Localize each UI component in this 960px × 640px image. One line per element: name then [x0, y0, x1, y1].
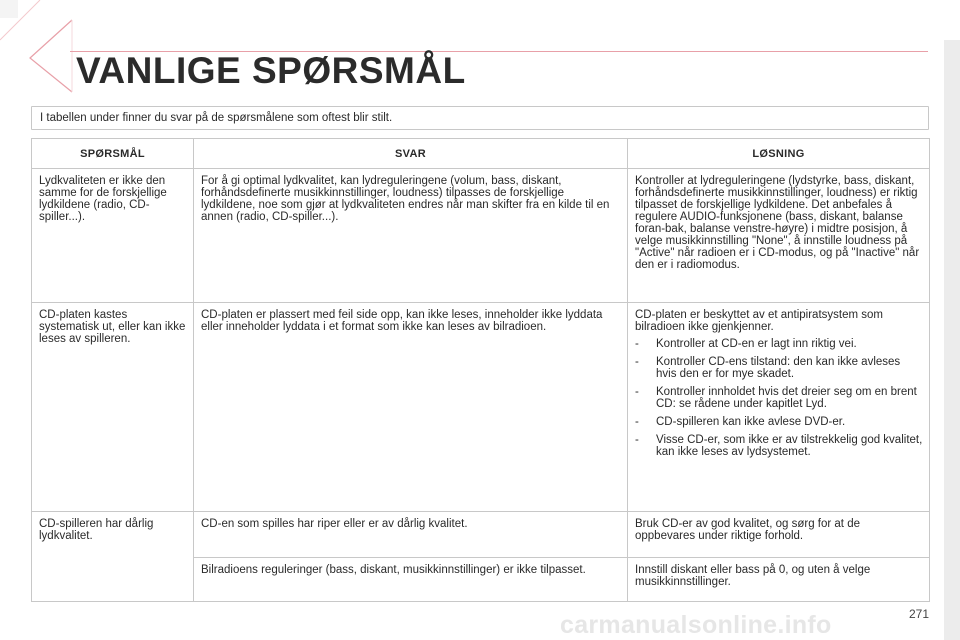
list-item [635, 338, 923, 350]
answer-cell: Bilradioens reguleringer (bass, diskant, musikkinnstillinger) er ikke tilpasset. [194, 558, 628, 602]
solution-cell: Kontroller at lydreguleringene (lydstyrke, bass, diskant, forhåndsdefinerte musikkinnstillinger, loudness) er riktig tilpasset de forskjellige lydkildene. Det anbefales å regulere AUDIO-funksjonene (bass, diskant, balanse foran-bak, balanse venstre-høyre) i midtre posisjon, å velge musikkinnstilling "None", å innstille loudness på "Active" når radioen er i CD-modus, og på "Inactive" når den er i radiomodus. [628, 169, 930, 303]
intro-box [31, 106, 929, 130]
list-item [635, 386, 923, 410]
dash-marker: - [635, 434, 639, 446]
table-header-row [32, 139, 930, 169]
header-solution: LØSNING [628, 139, 930, 169]
table-row [32, 512, 930, 558]
solution-cell: Innstill diskant eller bass på 0, og uten å velge musikkinnstillinger. [628, 558, 930, 602]
list-item-text: Visse CD-er, som ikke er av tilstrekkelig god kvalitet, kan ikke leses av lydsystemet. [656, 434, 923, 458]
table-row [32, 303, 930, 512]
solution-cell [628, 303, 930, 512]
dash-marker: - [635, 338, 639, 350]
list-item-text: Kontroller innholdet hvis det dreier seg om en brent CD: se rådene under kapitlet Lyd. [656, 386, 917, 410]
question-cell: CD-platen kastes systematisk ut, eller kan ikke leses av spilleren. [32, 303, 194, 512]
side-band [944, 40, 960, 640]
header-answer: SVAR [194, 139, 628, 169]
dash-marker: - [635, 356, 639, 368]
answer-cell: CD-en som spilles har riper eller er av dårlig kvalitet. [194, 512, 628, 558]
intro-text: I tabellen under finner du svar på de spørsmålene som oftest blir stilt. [40, 112, 393, 124]
question-cell: CD-spilleren har dårlig lydkvalitet. [32, 512, 194, 602]
answer-cell: CD-platen er plassert med feil side opp, kan ikke leses, inneholder ikke lyddata eller inneholder lyddata i et format som ikke kan leses av bilradioen. [194, 303, 628, 512]
list-item-text: Kontroller at CD-en er lagt inn riktig vei. [656, 338, 857, 350]
page-number: 271 [909, 607, 930, 621]
table-row [32, 169, 930, 303]
dash-marker: - [635, 416, 639, 428]
header-question: SPØRSMÅL [32, 139, 194, 169]
list-item [635, 416, 923, 428]
list-item-text: CD-spilleren kan ikke avlese DVD-er. [656, 416, 846, 428]
solution-text: CD-platen er beskyttet av et antipiratsystem som bilradioen ikke gjenkjenner. [635, 309, 883, 333]
list-item [635, 356, 923, 380]
page-title: VANLIGE SPØRSMÅL [76, 50, 466, 91]
solution-bullet-list [635, 338, 923, 458]
watermark: carmanualsonline.info [560, 611, 832, 639]
faq-table [31, 138, 930, 602]
list-item [635, 434, 923, 458]
answer-cell: For å gi optimal lydkvalitet, kan lydreguleringene (volum, bass, diskant, forhåndsdefinerte musikkinnstillinger, loudness) tilpasses de forskjellige lydkildene, noe som gjør at lydkvaliteten endres når man skifter fra en kilde til en annen (radio, CD-spiller...). [194, 169, 628, 303]
solution-cell: Bruk CD-er av god kvalitet, og sørg for at de oppbevares under riktige forhold. [628, 512, 930, 558]
question-cell: Lydkvaliteten er ikke den samme for de forskjellige lydkildene (radio, CD-spiller...). [32, 169, 194, 303]
list-item-text: Kontroller CD-ens tilstand: den kan ikke avleses hvis den er for mye skadet. [656, 356, 901, 380]
dash-marker: - [635, 386, 639, 398]
